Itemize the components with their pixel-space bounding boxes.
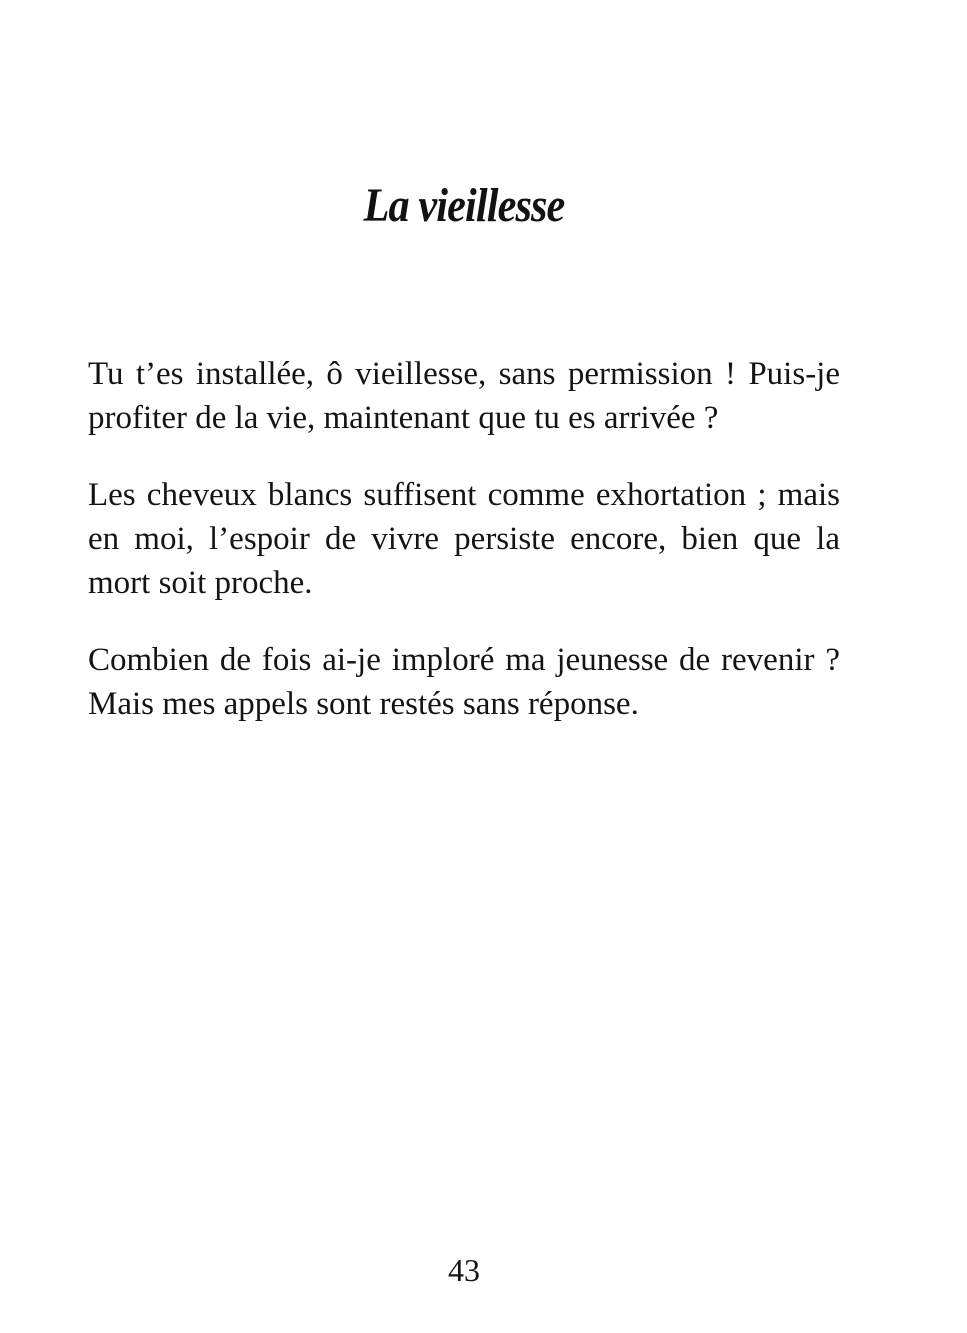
paragraph xyxy=(88,473,840,605)
text-line: Combien de fois ai-je imploré ma jeunesse de revenir ? xyxy=(88,642,840,678)
text-line: mort soit proche. xyxy=(88,565,313,601)
text-line: Les cheveux blancs suffisent comme exhortation ; mais xyxy=(88,477,840,513)
text-line: en moi, l’espoir de vivre persiste encore, bien que la xyxy=(88,521,840,557)
page-body xyxy=(88,352,840,759)
text-line: Tu t’es installée, ô vieillesse, sans permission ! Puis-je xyxy=(88,356,840,392)
text-line: profiter de la vie, maintenant que tu es arrivée ? xyxy=(88,400,719,436)
text-line: Mais mes appels sont restés sans réponse. xyxy=(88,686,639,722)
page-title: La vieillesse xyxy=(363,179,565,232)
page-number: 43 xyxy=(448,1252,480,1288)
paragraph xyxy=(88,638,840,726)
paragraph xyxy=(88,352,840,440)
